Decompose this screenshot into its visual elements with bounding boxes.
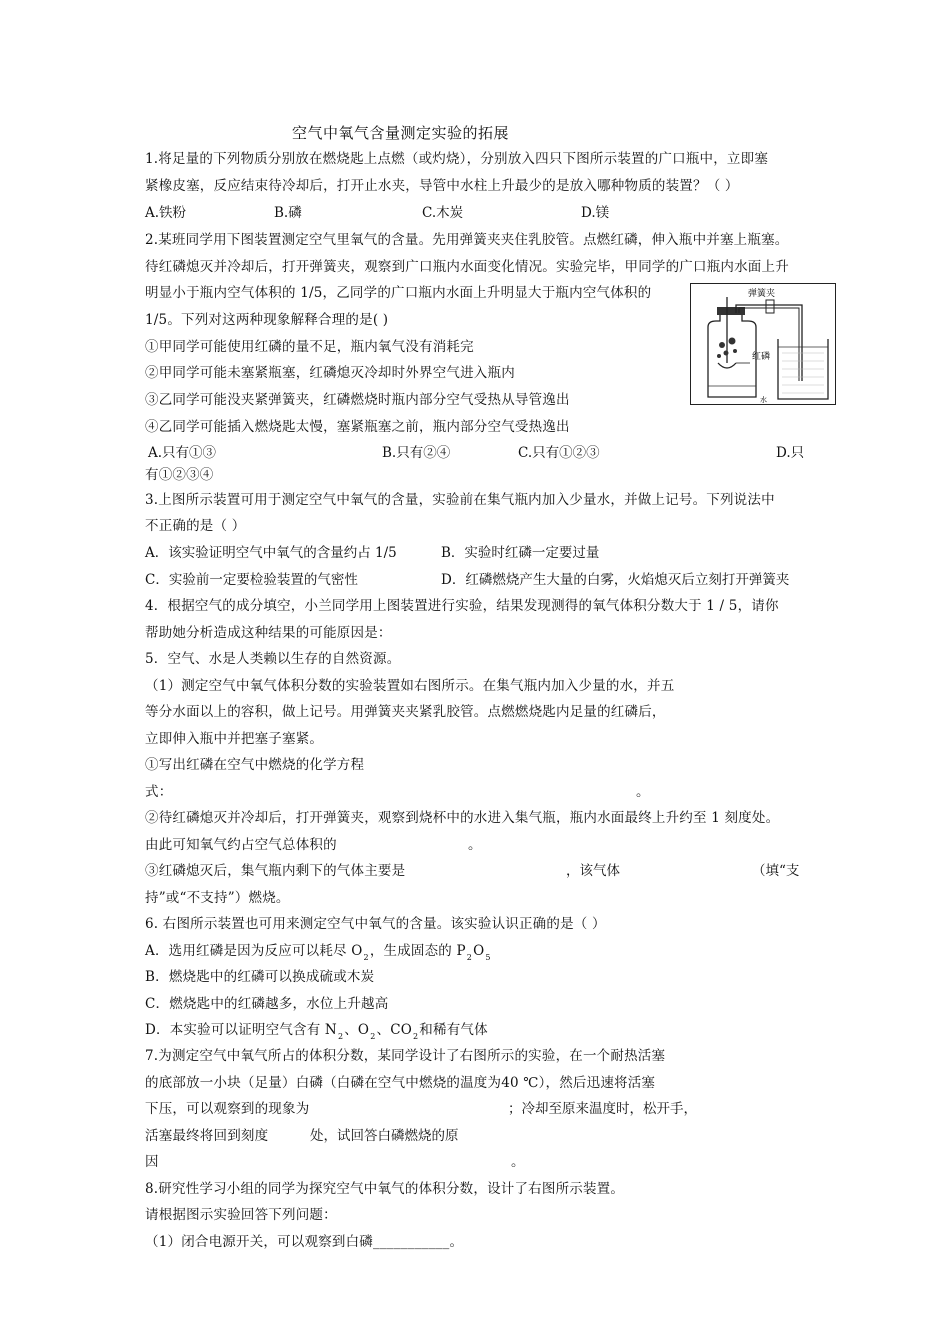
q5-part3-c: （填“支 (752, 863, 800, 879)
q5-line4: 立即伸入瓶中并把塞子塞紧。 (145, 731, 324, 747)
smoke-blob (717, 354, 721, 358)
q2-option-d: D.只 (776, 445, 805, 461)
q2-line4: 1/5。下列对这两种现象解释合理的是( ) (145, 312, 389, 328)
label-spring-clamp: 弹簧夹 (748, 289, 776, 299)
q5-part2-end: 。 (468, 837, 482, 853)
q3-line1: 3.上图所示装置可用于测定空气中氧气的含量，实验前在集气瓶内加入少量水，并做上记号。下列说法中 (145, 492, 775, 508)
label-red-phosphorus: 红磷 (752, 352, 771, 362)
q2-line2: 待红磷熄灭并冷却后，打开弹簧夹，观察到广口瓶内水面变化情况。实验完毕，甲同学的广口瓶内水面上升 (145, 259, 789, 275)
q1-option-b: B.磷 (274, 205, 302, 221)
q5-part3-a: ③红磷熄灭后，集气瓶内剩下的气体主要是 (145, 863, 406, 879)
q4-line2: 帮助她分析造成这种结果的可能原因是： (145, 625, 392, 641)
q7-line3-b: ；冷却至原来温度时，松开手， (508, 1101, 697, 1117)
q5-part3-d: 持”或“不支持”）燃烧。 (145, 890, 290, 906)
smoke-blob (719, 342, 725, 348)
q5-part2-b: 由此可知氧气约占空气总体积的 (145, 837, 337, 853)
q3-option-b: B．实验时红磷一定要过量 (441, 545, 600, 561)
q3-option-c: C．实验前一定要检验装置的气密性 (145, 572, 358, 588)
q5-part1-b: 式： (145, 784, 173, 800)
q8-line2: 请根据图示实验回答下列问题： (145, 1207, 337, 1223)
q2-option-d-cont: 有①②③④ (145, 467, 214, 483)
q2-option-c: C.只有①②③ (518, 445, 600, 461)
q5-part1-end: 。 (636, 784, 650, 800)
q5-part3-b: ，该气体 (566, 863, 620, 879)
q1-option-a: A.铁粉 (145, 205, 187, 221)
q1-line1: 1.将足量的下列物质分别放在燃烧匙上点燃（或灼烧），分别放入四只下图所示装置的广口瓶中，立即塞 (145, 151, 769, 167)
smoke-blob (733, 349, 737, 353)
q2-statement-1: ①甲同学可能使用红磷的量不足，瓶内氧气没有消耗完 (145, 339, 474, 355)
q6-option-b: B．燃烧匙中的红磷可以换成硫或木炭 (145, 969, 375, 985)
q2-statement-4: ④乙同学可能插入燃烧匙太慢，塞紧瓶塞之前，瓶内部分空气受热逸出 (145, 419, 570, 435)
smoke-blob (729, 338, 736, 345)
q7-line4-b: 处，试回答白磷燃烧的原 (310, 1128, 459, 1144)
q7-line3-a: 下压，可以观察到的现象为 (145, 1101, 310, 1117)
q3-line2: 不正确的是（ ） (145, 518, 246, 534)
q7-line2: 的底部放一小块（足量）白磷（白磷在空气中燃烧的温度为40 ℃），然后迅速将活塞 (145, 1075, 656, 1091)
q7-line4-a: 活塞最终将回到刻度 (145, 1128, 269, 1144)
apparatus-figure (690, 283, 836, 405)
q6-option-d: D．本实验可以证明空气含有 $N_2$、$O_2$、$CO_2$和稀有气体 (145, 1022, 488, 1041)
q3-option-a: A．该实验证明空气中氧气的含量约占 1/5 (145, 545, 397, 561)
q1-option-d: D.镁 (581, 205, 610, 221)
q1-option-c: C.木炭 (422, 205, 464, 221)
q2-line3: 明显小于瓶内空气体积的 1/5，乙同学的广口瓶内水面上升明显大于瓶内空气体积的 (145, 285, 652, 301)
q5-line1: 5．空气、水是人类赖以生存的自然资源。 (145, 651, 401, 667)
q2-option-b: B.只有②④ (382, 445, 451, 461)
page-title: 空气中氧气含量测定实验的拓展 (292, 124, 510, 142)
q2-line1: 2.某班同学用下图装置测定空气里氧气的含量。先用弹簧夹夹住乳胶管。点燃红磷，伸入瓶中并塞上瓶塞。 (145, 232, 789, 248)
smoke-blob (724, 351, 729, 356)
q4-line1: 4．根据空气的成分填空，小兰同学用上图装置进行实验，结果发现测得的氧气体积分数大于 1 / 5，请你 (145, 598, 779, 614)
label-water: 水 (760, 396, 767, 404)
q8-line1: 8.研究性学习小组的同学为探究空气中氧气的体积分数，设计了右图所示装置。 (145, 1181, 625, 1197)
q6-option-c: C．燃烧匙中的红磷越多，水位上升越高 (145, 996, 389, 1012)
q1-line2: 紧橡皮塞，反应结束待冷却后，打开止水夹，导管中水柱上升最少的是放入哪种物质的装置？（ ） (145, 178, 739, 194)
q6-line1: 6. 右图所示装置也可用来测定空气中氧气的含量。该实验认识正确的是（ ） (145, 916, 606, 932)
q2-statement-2: ②甲同学可能未塞紧瓶塞，红磷熄灭冷却时外界空气进入瓶内 (145, 365, 515, 381)
q3-option-d: D．红磷燃烧产生大量的白雾，火焰熄灭后立刻打开弹簧夹 (441, 572, 790, 588)
q5-line3: 等分水面以上的容积，做上记号。用弹簧夹夹紧乳胶管。点燃燃烧匙内足量的红磷后， (145, 704, 666, 720)
q2-option-a: A.只有①③ (148, 445, 217, 461)
q8-line3: （1）闭合电源开关，可以观察到白磷___________。 (145, 1234, 464, 1250)
q5-part2-a: ②待红磷熄灭并冷却后，打开弹簧夹，观察到烧杯中的水进入集气瓶，瓶内水面最终上升约至 1 刻度处。 (145, 810, 780, 826)
q7-line5-a: 因 (145, 1154, 159, 1170)
q6-option-a: A．选用红磷是因为反应可以耗尽 $O_2$，生成固态的 $P_2O_5$ (145, 943, 491, 962)
q7-line5-end: 。 (511, 1154, 525, 1170)
q2-statement-3: ③乙同学可能没夹紧弹簧夹，红磷燃烧时瓶内部分空气受热从导管逸出 (145, 392, 570, 408)
q5-part1-a: ①写出红磷在空气中燃烧的化学方程 (145, 757, 365, 773)
q5-line2: （1）测定空气中氧气体积分数的实验装置如右图所示。在集气瓶内加入少量的水，并五 (145, 678, 675, 694)
q7-line1: 7.为测定空气中氧气所占的体积分数，某同学设计了右图所示的实验，在一个耐热活塞 (145, 1048, 666, 1064)
